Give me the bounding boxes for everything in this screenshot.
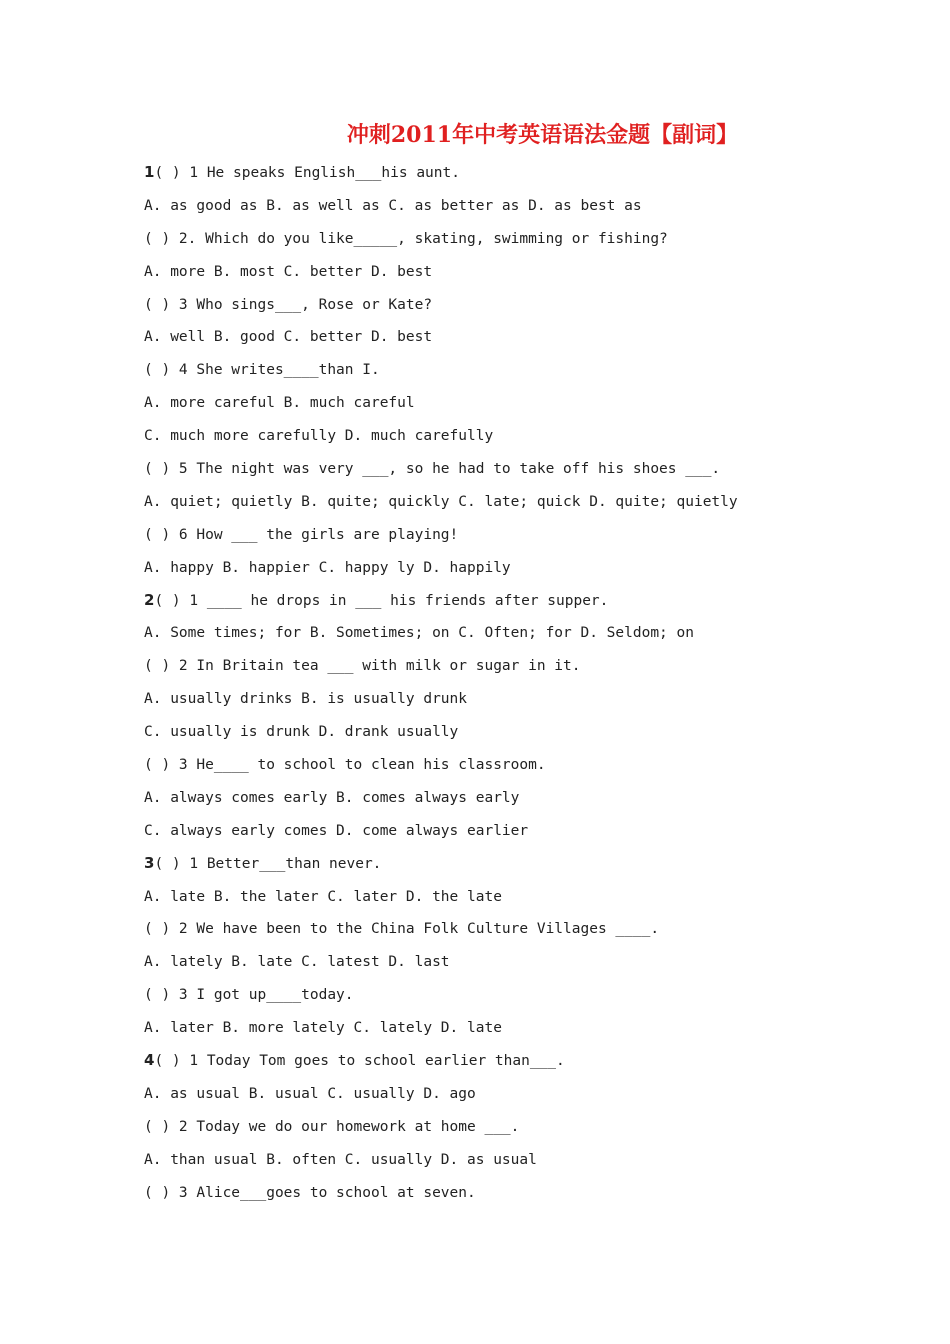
text-line: A. quiet; quietly B. quite; quickly C. late; quick D. quite; quietly <box>144 493 738 510</box>
text-line: ( ) 5 The night was very ___, so he had to take off his shoes ___. <box>144 461 721 478</box>
text-line: A. well B. good C. better D. best <box>144 329 433 346</box>
text-line: A. lately B. late C. latest D. last <box>144 954 450 971</box>
section-number: 3 <box>144 853 155 872</box>
page-title: 冲刺2011年中考英语语法金题【副词】 <box>346 122 739 148</box>
text-line: A. always comes early B. comes always early <box>144 789 520 806</box>
text-line: ( ) 3 Who sings___, Rose or Kate? <box>144 296 433 313</box>
text-line: C. usually is drunk D. drank usually <box>144 724 459 741</box>
text-line: 4( ) 1 Today Tom goes to school earlier than___. <box>144 1051 565 1070</box>
text-line: A. more careful B. much careful <box>144 395 415 412</box>
text-line: ( ) 3 He____ to school to clean his classroom. <box>144 757 546 774</box>
text-line: ( ) 2 We have been to the China Folk Culture Villages ____. <box>144 921 660 938</box>
text-line: C. much more carefully D. much carefully <box>144 428 494 445</box>
text-line: A. as usual B. usual C. usually D. ago <box>144 1085 476 1102</box>
text-line: ( ) 3 Alice___goes to school at seven. <box>144 1184 476 1201</box>
text-line: 1( ) 1 He speaks English___his aunt. <box>144 163 460 181</box>
text-line: 2( ) 1 ____ he drops in ___ his friends after supper. <box>144 590 609 609</box>
section-number: 4 <box>144 1051 155 1070</box>
text-line: A. late B. the later C. later D. the late <box>144 888 502 905</box>
text-line: A. as good as B. as well as C. as better as D. as best as <box>144 197 642 214</box>
section-number: 1 <box>144 163 155 181</box>
text-line: ( ) 2 In Britain tea ___ with milk or sugar in it. <box>144 658 581 675</box>
text-line: A. usually drinks B. is usually drunk <box>144 691 468 708</box>
text-line: A. happy B. happier C. happy ly D. happily <box>144 559 511 576</box>
text-line: A. Some times; for B. Sometimes; on C. Often; for D. Seldom; on <box>144 625 694 642</box>
text-line: C. always early comes D. come always earlier <box>144 822 529 839</box>
section-number: 2 <box>144 590 155 609</box>
text-line: ( ) 6 How ___ the girls are playing! <box>144 526 459 543</box>
text-line: ( ) 4 She writes____than I. <box>144 362 380 379</box>
text-line: ( ) 2 Today we do our homework at home ___. <box>144 1118 520 1135</box>
text-line: ( ) 3 I got up____today. <box>144 987 354 1004</box>
text-line: A. more B. most C. better D. best <box>144 263 433 280</box>
text-line: 3( ) 1 Better___than never. <box>144 853 382 872</box>
text-line: ( ) 2. Which do you like_____, skating, swimming or fishing? <box>144 230 668 247</box>
text-line: A. than usual B. often C. usually D. as usual <box>144 1151 537 1168</box>
question-list <box>144 156 844 1209</box>
text-line: A. later B. more lately C. lately D. late <box>144 1020 502 1037</box>
